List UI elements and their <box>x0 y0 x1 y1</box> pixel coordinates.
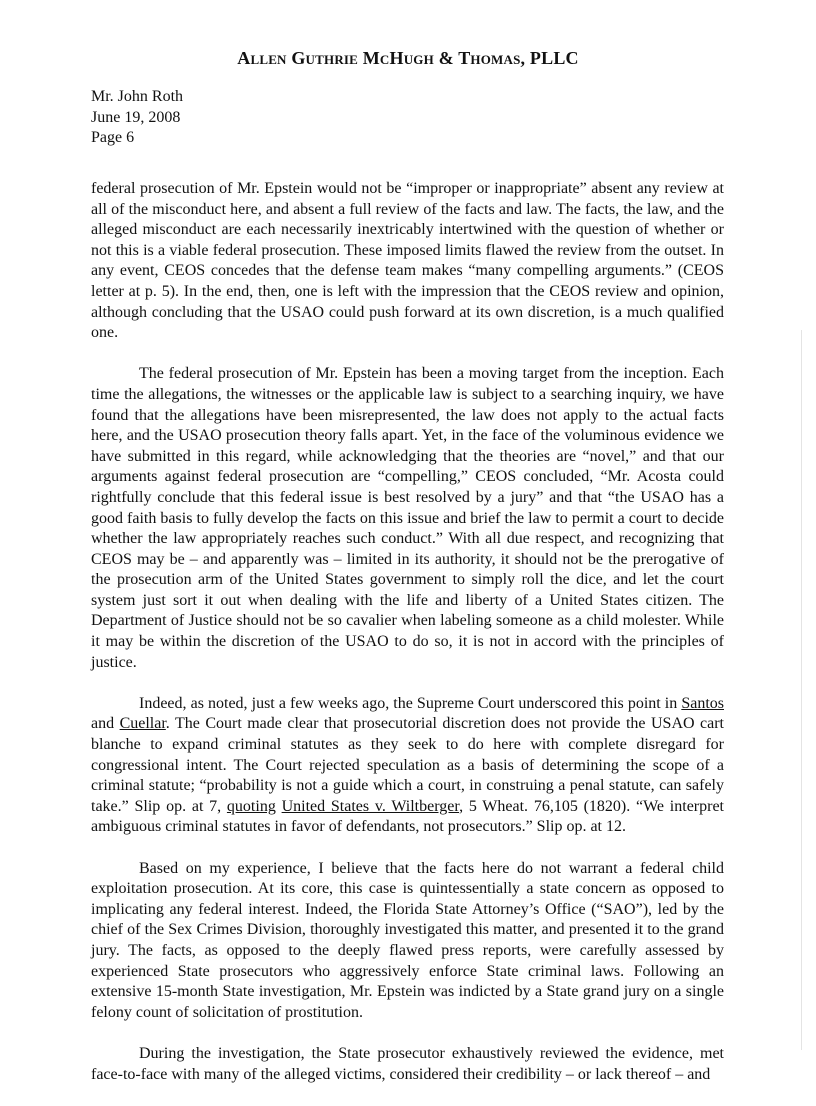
case-citation-santos: Santos <box>681 694 724 712</box>
signal-quoting: quoting <box>226 797 276 815</box>
case-citation-cuellar: Cuellar <box>119 715 166 733</box>
paragraph-1: federal prosecution of Mr. Epstein would not be “improper or inappropriate” absent any review at all of the misconduct here, and absent a full review of the facts and law. The facts, the law, and the alleged misconduct are each necessarily inextricably intertwined with the question of whether or not this is a viable federal prosecution. These imposed limits flawed the review from the outset. In any event, CEOS concedes that the defense team makes “many compelling arguments.” (CEOS letter at p. 5). In the end, then, one is left with the impression that the CEOS review and opinion, although concluding that the USAO could push forward at its own discretion, is a much qualified one. <box>91 180 724 342</box>
paragraph-3-text: Indeed, as noted, just a few weeks ago, the Supreme Court underscored this point in <box>139 694 682 712</box>
paragraph-3-text: . The Court made clear that prosecutorial discretion does not provide the USAO cart blanche to expand criminal statutes as they seek to do here with complete disregard for congressional intent. The Court rejected speculation as a basis of determining the scope of a criminal statute; “probability is not a guide which a court, in construing a penal statute, can safely take.” Slip op. at 7, <box>91 715 724 815</box>
letter-date: June 19, 2008 <box>91 108 181 126</box>
paragraph-3 <box>91 694 724 838</box>
letter-body <box>91 179 724 1106</box>
page-number: Page 6 <box>91 129 135 146</box>
paragraph-4: Based on my experience, I believe that the facts here do not warrant a federal child exploitation prosecution. At its core, this case is quintessentially a state concern as opposed to implicating any federal interest. Indeed, the Florida State Attorney’s Office (“SAO”), led by the chief of the Sex Crimes Division, thoroughly investigated this matter, and presented it to the grand jury. The facts, as opposed to the deeply flawed press reports, were carefully assessed by experienced State prosecutors who aggressively enforce State criminal laws. Following an extensive 15-month State investigation, Mr. Epstein was indicted by a State grand jury on a single felony count of solicitation of prostitution. <box>91 859 724 1021</box>
case-citation-wiltberger: United States v. Wiltberger <box>281 797 460 815</box>
recipient-name: Mr. John Roth <box>91 88 184 105</box>
paragraph-3-text: , 5 Wheat. 76,105 (1820). “We interpret ambiguous criminal statutes in favor of defendants, not prosecutors.” Slip op. at 12. <box>91 797 724 836</box>
scan-edge-line <box>801 330 802 1050</box>
letterhead-firm-name: Allen Guthrie McHugh & Thomas, PLLC <box>237 48 579 68</box>
paragraph-3-text: and <box>91 715 120 733</box>
letter-header-block <box>91 87 183 149</box>
paragraph-5: During the investigation, the State prosecutor exhaustively reviewed the evidence, met face-to-face with many of the alleged victims, considered their credibility – or lack thereof – and <box>91 1044 724 1083</box>
paragraph-2: The federal prosecution of Mr. Epstein has been a moving target from the inception. Each time the allegations, the witnesses or the applicable law is subject to a searching inquiry, we have found that the allegations have been misrepresented, the law does not apply to the actual facts here, and the USAO prosecution theory falls apart. Yet, in the face of the voluminous evidence we have submitted in this regard, while acknowledging that the theories are “novel,” and that our arguments against federal prosecution are “compelling,” CEOS concluded, “Mr. Acosta could rightfully conclude that this federal issue is best resolved by a jury” and that “the USAO has a good faith basis to fully develop the facts on this issue and brief the law to permit a court to decide whether the law appropriately reaches such conduct.” With all due respect, and recognizing that CEOS may be – and apparently was – limited in its authority, it should not be the prerogative of the prosecution arm of the United States government to simply roll the dice, and let the court system just sort it out when dealing with the life and liberty of a United States citizen. The Department of Justice should not be so cavalier when labeling someone as a child molester. While it may be within the discretion of the USAO to do so, it is not in accord with the principles of justice. <box>91 365 724 671</box>
